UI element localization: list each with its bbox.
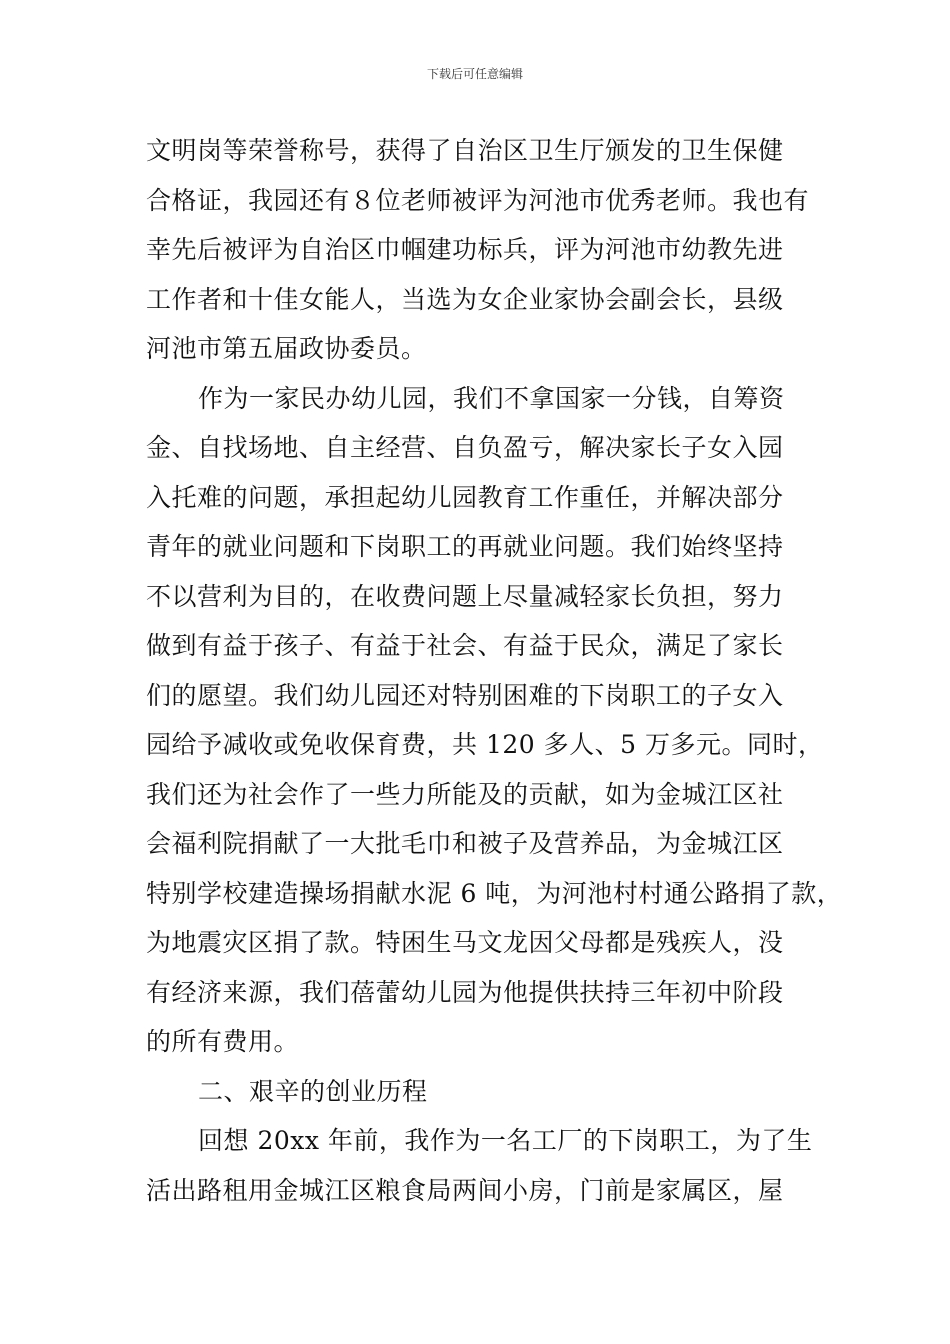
text-line: 特别学校建造操场捐献水泥 6 吨，为河池村村通公路捐了款， <box>146 878 843 908</box>
text-line: 作为一家民办幼儿园，我们不拿国家一分钱，自筹资 <box>198 383 785 413</box>
text-line: 入托难的问题，承担起幼儿园教育工作重任，并解决部分 <box>146 482 784 512</box>
text-line: 活出路租用金城江区粮食局两间小房，门前是家属区，屋 <box>146 1175 784 1205</box>
text-line: 幸先后被评为自治区巾帼建功标兵，评为河池市幼教先进 <box>146 235 784 264</box>
text-line: 工作者和十佳女能人，当选为女企业家协会副会长，县级 <box>146 284 784 314</box>
text-line: 文明岗等荣誉称号，获得了自治区卫生厅颁发的卫生保健 <box>146 136 784 165</box>
text-line: 合格证，我园还有８位老师被评为河池市优秀老师。我也有 <box>146 185 810 215</box>
document-body <box>146 126 843 1215</box>
text-line: 有经济来源，我们蓓蕾幼儿园为他提供扶持三年初中阶段 <box>146 977 784 1007</box>
text-line: 回想 20xx 年前，我作为一名工厂的下岗职工，为了生 <box>198 1126 813 1155</box>
text-line: 我们还为社会作了一些力所能及的贡献，如为金城江区社 <box>146 779 784 809</box>
text-line: 的所有费用。 <box>146 1027 300 1056</box>
text-line: 会福利院捐献了一大批毛巾和被子及营养品，为金城江区 <box>146 829 784 858</box>
text-line: 青年的就业问题和下岗职工的再就业问题。我们始终坚持 <box>146 532 784 561</box>
text-line: 做到有益于孩子、有益于社会、有益于民众，满足了家长 <box>146 631 784 660</box>
text-line: 园给予减收或免收保育费，共 120 多人、5 万多元。同时， <box>146 730 824 759</box>
page-header: 下载后可任意编辑 <box>426 67 523 81</box>
text-line: 二、艰辛的创业历程 <box>198 1076 428 1106</box>
text-line: 们的愿望。我们幼儿园还对特别困难的下岗职工的子女入 <box>146 680 784 710</box>
text-line: 河池市第五届政协委员。 <box>146 334 427 363</box>
text-line: 金、自找场地、自主经营、自负盈亏，解决家长子女入园 <box>146 433 784 462</box>
text-line: 不以营利为目的，在收费问题上尽量减轻家长负担，努力 <box>146 581 784 611</box>
text-line: 为地震灾区捐了款。特困生马文龙因父母都是残疾人，没 <box>146 928 784 957</box>
